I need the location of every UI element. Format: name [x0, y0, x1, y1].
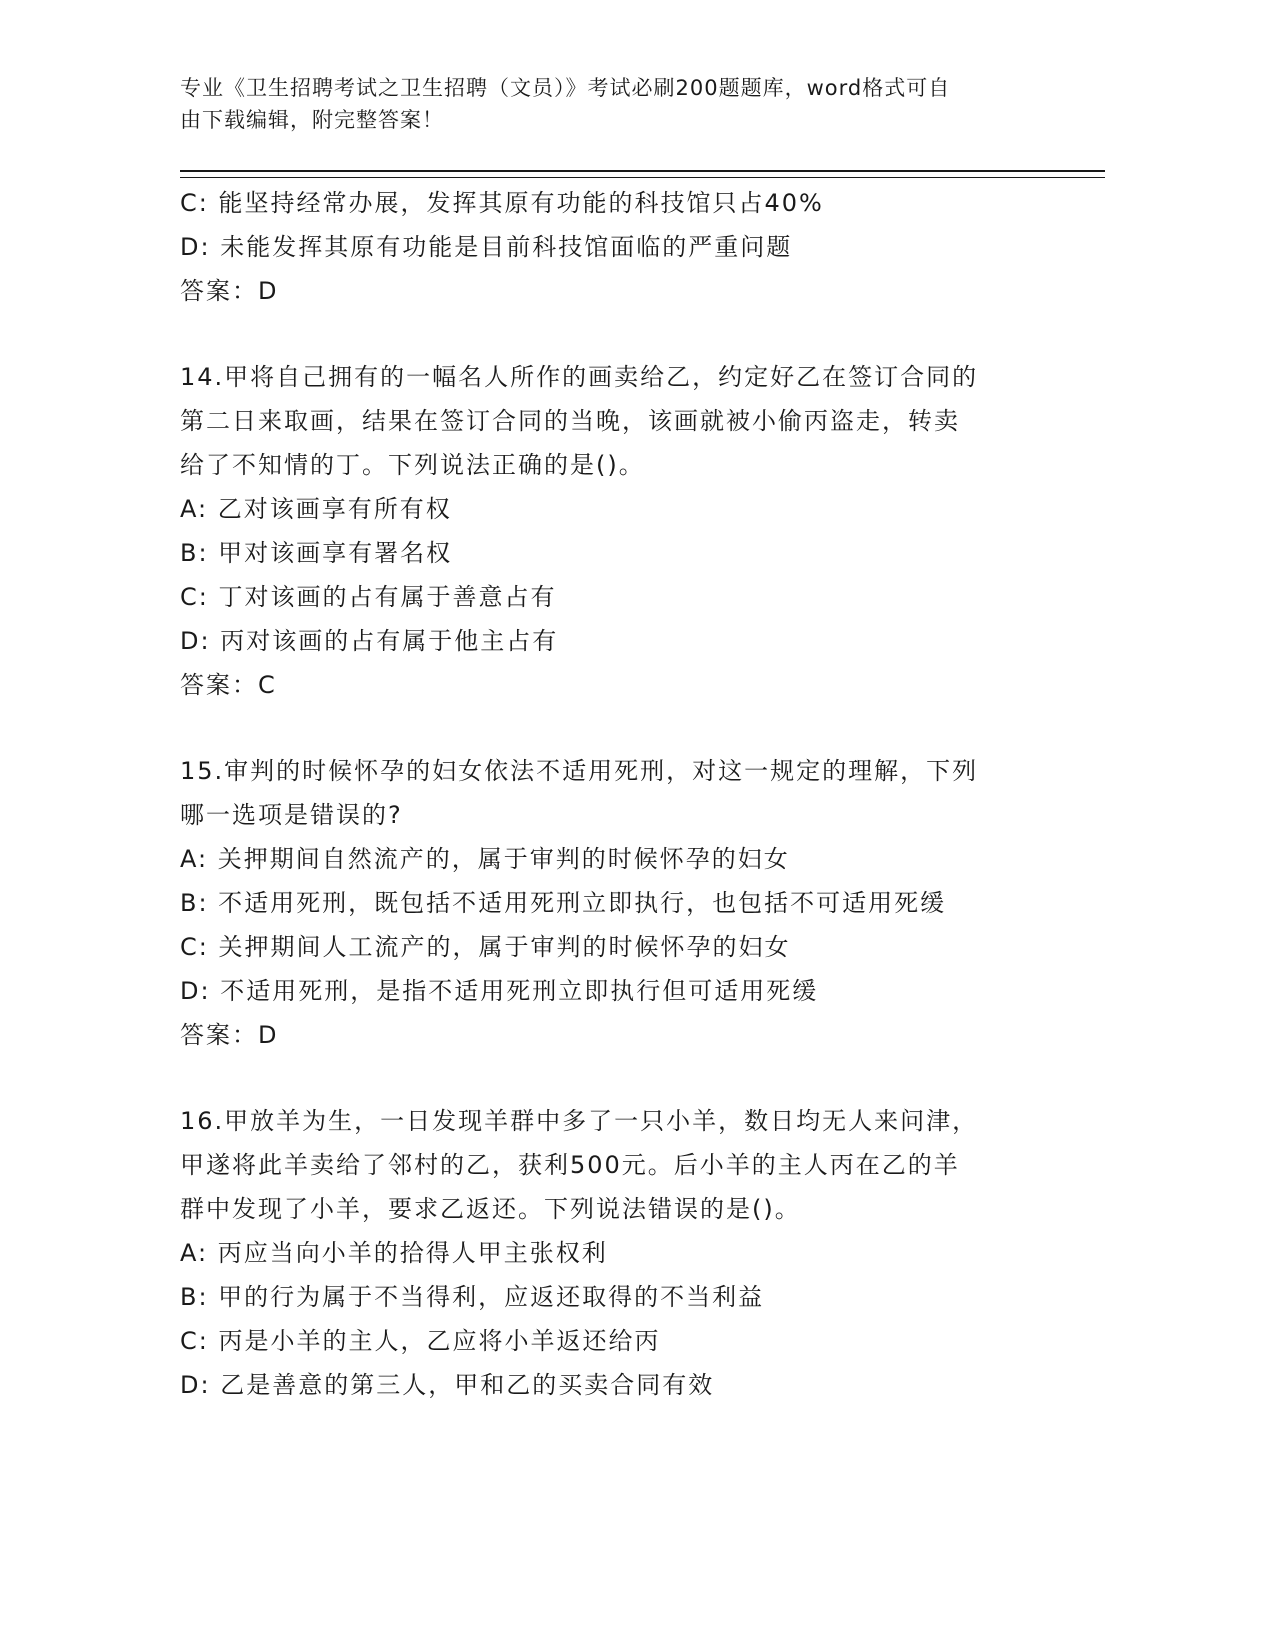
document-header	[180, 72, 1040, 136]
question-stem-line: 第二日来取画，结果在签订合同的当晚，该画就被小偷丙盗走，转卖	[180, 407, 960, 435]
option-d: D: 乙是善意的第三人，甲和乙的买卖合同有效	[180, 1371, 715, 1399]
answer-line: 答案：D	[180, 277, 279, 305]
option-d: D: 丙对该画的占有属于他主占有	[180, 627, 559, 655]
carryover-block	[180, 181, 1080, 313]
option-a: A: 乙对该画享有所有权	[180, 495, 452, 523]
option-a: A: 关押期间自然流产的，属于审判的时候怀孕的妇女	[180, 845, 790, 873]
question-16	[180, 1099, 1080, 1407]
question-stem-line: 15.审判的时候怀孕的妇女依法不适用死刑，对这一规定的理解，下列	[180, 757, 979, 785]
header-divider-thin	[180, 177, 1105, 178]
question-stem-line: 甲遂将此羊卖给了邻村的乙，获利500元。后小羊的主人丙在乙的羊	[180, 1151, 960, 1179]
option-b: B: 不适用死刑，既包括不适用死刑立即执行，也包括不可适用死缓	[180, 889, 947, 917]
spacer	[180, 1057, 1080, 1099]
option-c: C: 丙是小羊的主人，乙应将小羊返还给丙	[180, 1327, 661, 1355]
question-14	[180, 355, 1080, 707]
spacer	[180, 313, 1080, 355]
spacer	[180, 707, 1080, 749]
option-d: D: 不适用死刑，是指不适用死刑立即执行但可适用死缓	[180, 977, 819, 1005]
answer-line: 答案：C	[180, 671, 277, 699]
option-a: A: 丙应当向小羊的拾得人甲主张权利	[180, 1239, 608, 1267]
question-stem-line: 群中发现了小羊，要求乙返还。下列说法错误的是()。	[180, 1195, 801, 1223]
question-stem-line: 给了不知情的丁。下列说法正确的是()。	[180, 451, 645, 479]
question-stem-line: 哪一选项是错误的?	[180, 801, 403, 829]
option-c: C: 丁对该画的占有属于善意占有	[180, 583, 557, 611]
question-stem-line: 16.甲放羊为生，一日发现羊群中多了一只小羊，数日均无人来问津，	[180, 1107, 979, 1135]
option-b: B: 甲的行为属于不当得利，应返还取得的不当利益	[180, 1283, 765, 1311]
question-list	[180, 181, 1080, 1407]
option-c: C: 关押期间人工流产的，属于审判的时候怀孕的妇女	[180, 933, 791, 961]
option-d: D: 未能发挥其原有功能是目前科技馆面临的严重问题	[180, 233, 793, 261]
question-stem-line: 14.甲将自己拥有的一幅名人所作的画卖给乙，约定好乙在签订合同的	[180, 363, 979, 391]
header-divider-thick	[180, 170, 1105, 172]
header-line-2: 由下载编辑，附完整答案！	[180, 108, 444, 132]
question-15	[180, 749, 1080, 1057]
option-c: C: 能坚持经常办展，发挥其原有功能的科技馆只占40%	[180, 189, 824, 217]
option-b: B: 甲对该画享有署名权	[180, 539, 453, 567]
answer-line: 答案：D	[180, 1021, 279, 1049]
header-line-1: 专业《卫生招聘考试之卫生招聘（文员）》考试必刷200题题库，word格式可自	[180, 76, 951, 100]
